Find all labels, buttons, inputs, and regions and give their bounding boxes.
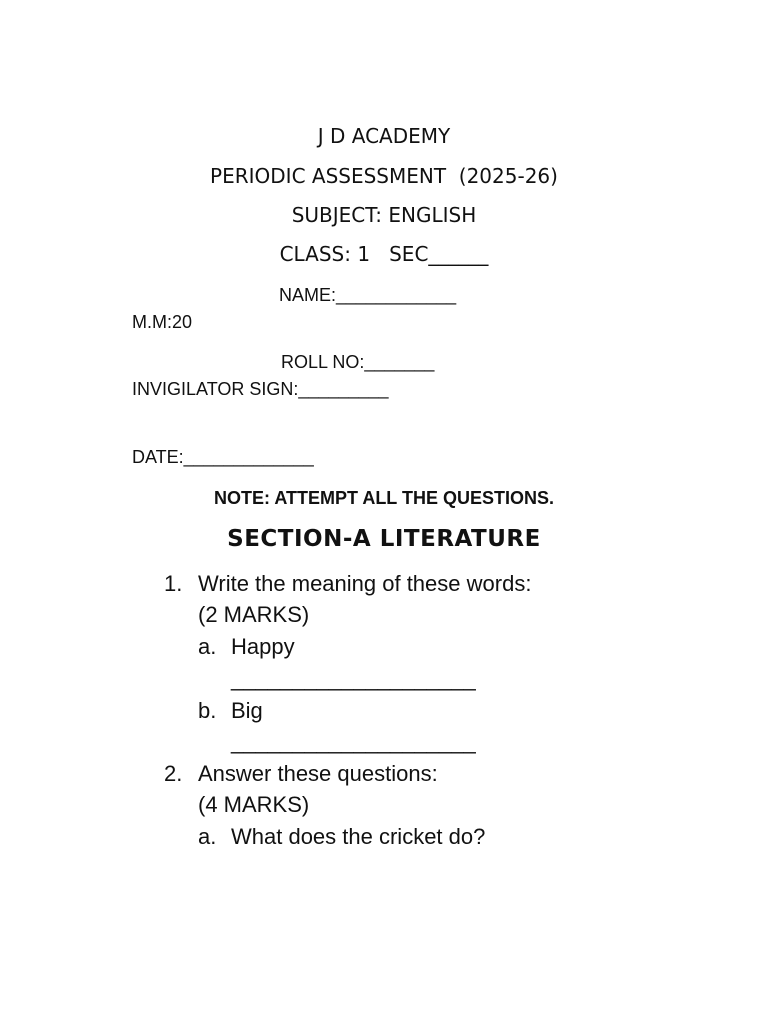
item-letter: b. [198, 698, 217, 723]
question-number: 2. [164, 761, 183, 786]
answer-blank: ____________________ [231, 666, 476, 691]
question-marks: (4 MARKS) [198, 792, 310, 817]
school-name: J D ACADEMY [317, 124, 451, 148]
question-marks: (2 MARKS) [198, 602, 310, 627]
exam-title: PERIODIC ASSESSMENT (2025-26) [210, 164, 558, 188]
question-text: Answer these questions: [198, 761, 438, 786]
instruction-note: NOTE: ATTEMPT ALL THE QUESTIONS. [214, 488, 554, 508]
answer-blank: ____________________ [231, 729, 476, 754]
item-text: Happy [231, 634, 295, 659]
subject-line: SUBJECT: ENGLISH [291, 203, 477, 227]
class-section-line: CLASS: 1 SEC______ [279, 242, 489, 266]
section-title: SECTION-A LITERATURE [227, 526, 541, 552]
item-letter: a. [198, 634, 217, 659]
item-text: Big [231, 698, 263, 723]
roll-no-field: ROLL NO:_______ [281, 352, 435, 372]
question-text: Write the meaning of these words: [198, 571, 532, 596]
invigilator-sign-field: INVIGILATOR SIGN:_________ [132, 379, 389, 399]
question-number: 1. [164, 571, 183, 596]
date-field: DATE:_____________ [132, 447, 314, 467]
item-text: What does the cricket do? [231, 824, 486, 849]
item-letter: a. [198, 824, 217, 849]
max-marks: M.M:20 [132, 312, 193, 332]
name-field: NAME:____________ [279, 285, 457, 305]
